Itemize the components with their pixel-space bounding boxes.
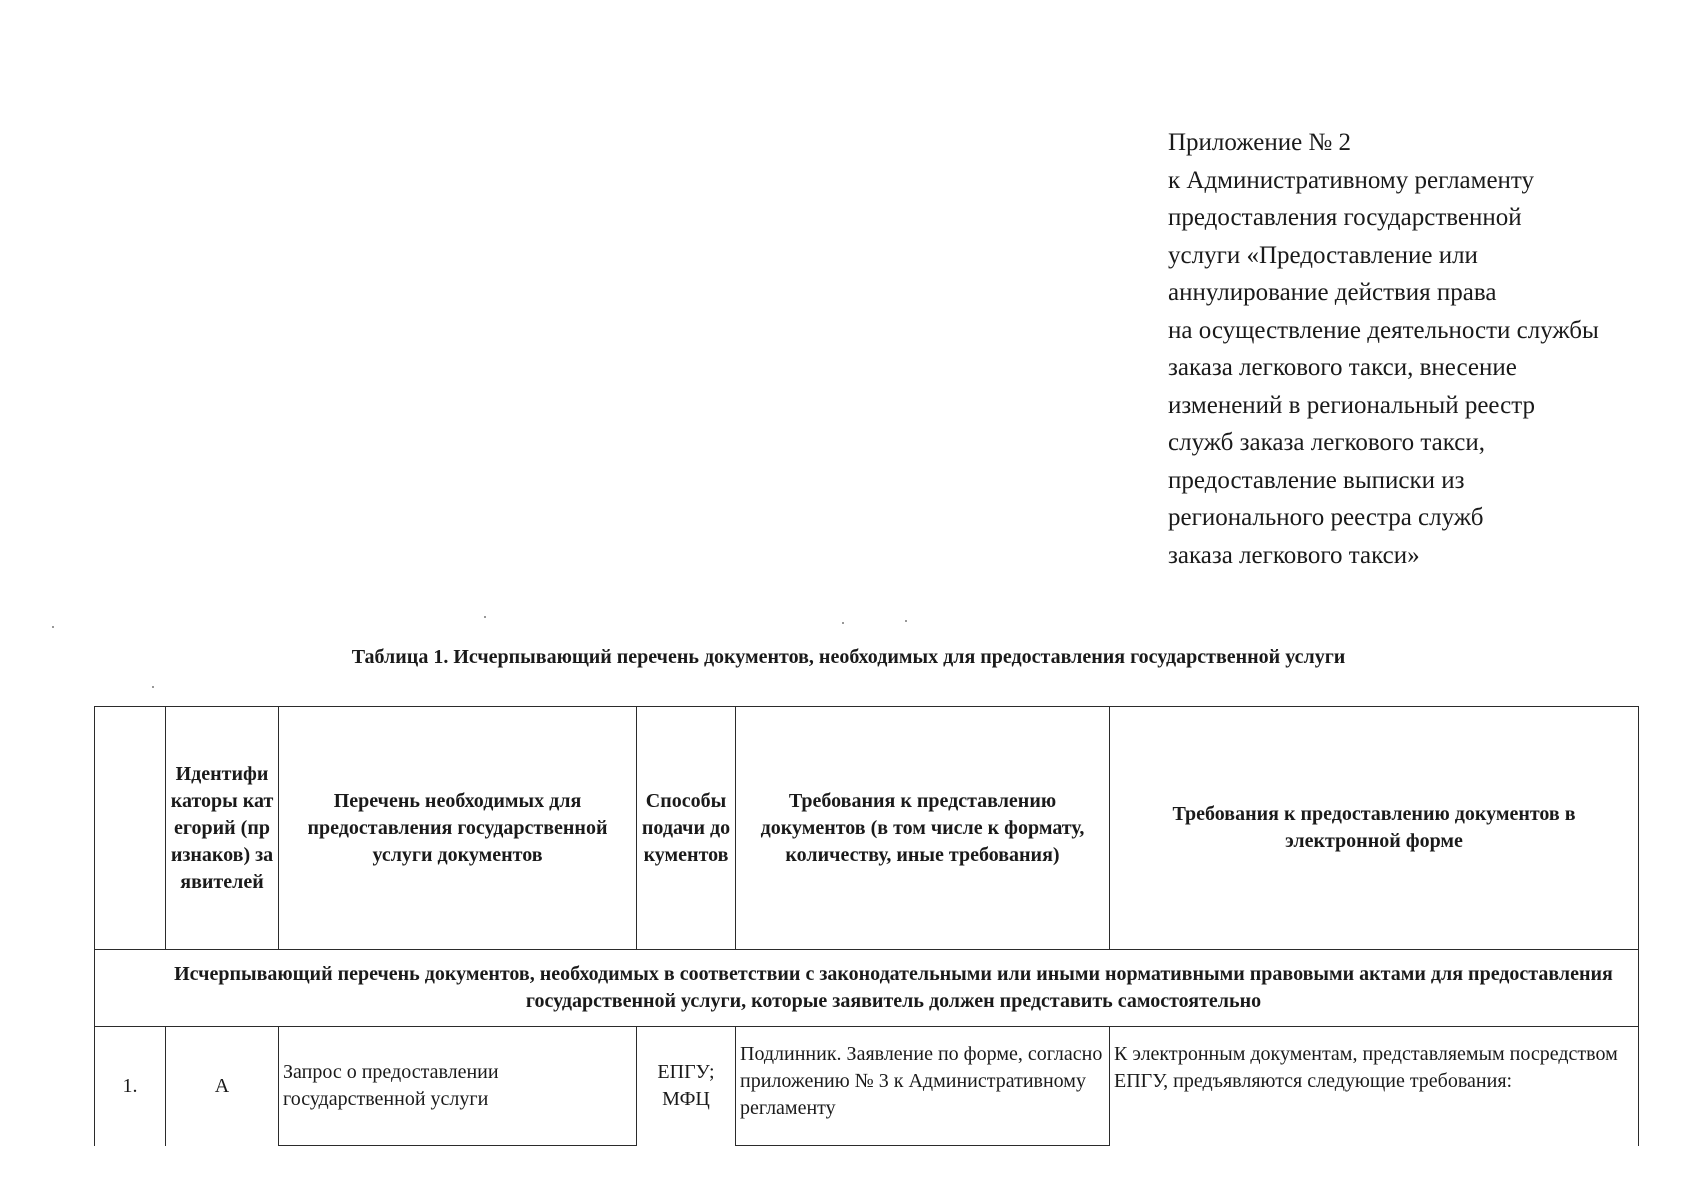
table-row (95, 1027, 1639, 1146)
appendix-line: изменений в региональный реестр (1168, 391, 1535, 419)
appendix-line: служб заказа легкового такси, (1168, 429, 1486, 456)
row-electronic: К электронным документам, представляемым посредством ЕПГУ, предъявляются следующие требования: (1110, 1027, 1639, 1146)
row-category: А (166, 1027, 279, 1146)
appendix-line: заказа легкового такси, внесение (1168, 354, 1517, 381)
header-methods: Способы подачи документов (637, 707, 736, 950)
appendix-line: к Административному регламенту (1168, 166, 1535, 194)
header-requirements: Требования к представлению документов (в том числе к формату, количеству, иные требования) (736, 707, 1110, 950)
table-title: Таблица 1. Исчерпывающий перечень документов, необходимых для предоставления государственной услуги (351, 646, 1346, 668)
appendix-line: предоставления государственной (1168, 204, 1522, 231)
row-requirements: Подлинник. Заявление по форме, согласно приложению № 3 к Административному регламенту (736, 1027, 1110, 1146)
documents-table (94, 706, 1639, 1146)
appendix-line: на осуществление деятельности службы (1168, 316, 1599, 344)
header-documents: Перечень необходимых для предоставления государственной услуги документов (279, 707, 637, 950)
row-document: Запрос о предоставлении государственной услуги (279, 1027, 637, 1146)
appendix-line: регионального реестра служб (1168, 504, 1484, 531)
section-row (95, 950, 1639, 1027)
scan-speck (905, 620, 907, 622)
scan-speck (484, 616, 486, 618)
appendix-heading (1168, 124, 1688, 574)
header-number (95, 707, 166, 950)
appendix-line: Приложение № 2 (1168, 129, 1352, 156)
header-electronic: Требования к предоставлению документов в электронной форме (1110, 707, 1639, 950)
appendix-line: предоставление выписки из (1168, 466, 1465, 494)
appendix-line: аннулирование действия права (1168, 279, 1497, 306)
scan-speck (152, 686, 154, 688)
appendix-line: услуги «Предоставление или (1168, 241, 1478, 269)
scan-speck (52, 626, 54, 628)
table-header-row (95, 707, 1639, 950)
section-heading: Исчерпывающий перечень документов, необходимых в соответствии с законодательными или иными нормативными правовыми актами для предоставления государственной услуги, которые заявитель должен представить самостоятельно (95, 950, 1639, 1027)
header-identifiers: Идентификаторы категорий (признаков) заявителей (166, 707, 279, 950)
appendix-line: заказа легкового такси» (1168, 541, 1420, 569)
row-methods: ЕПГУ; МФЦ (637, 1027, 736, 1146)
row-number: 1. (95, 1027, 166, 1146)
scan-speck (842, 622, 844, 624)
